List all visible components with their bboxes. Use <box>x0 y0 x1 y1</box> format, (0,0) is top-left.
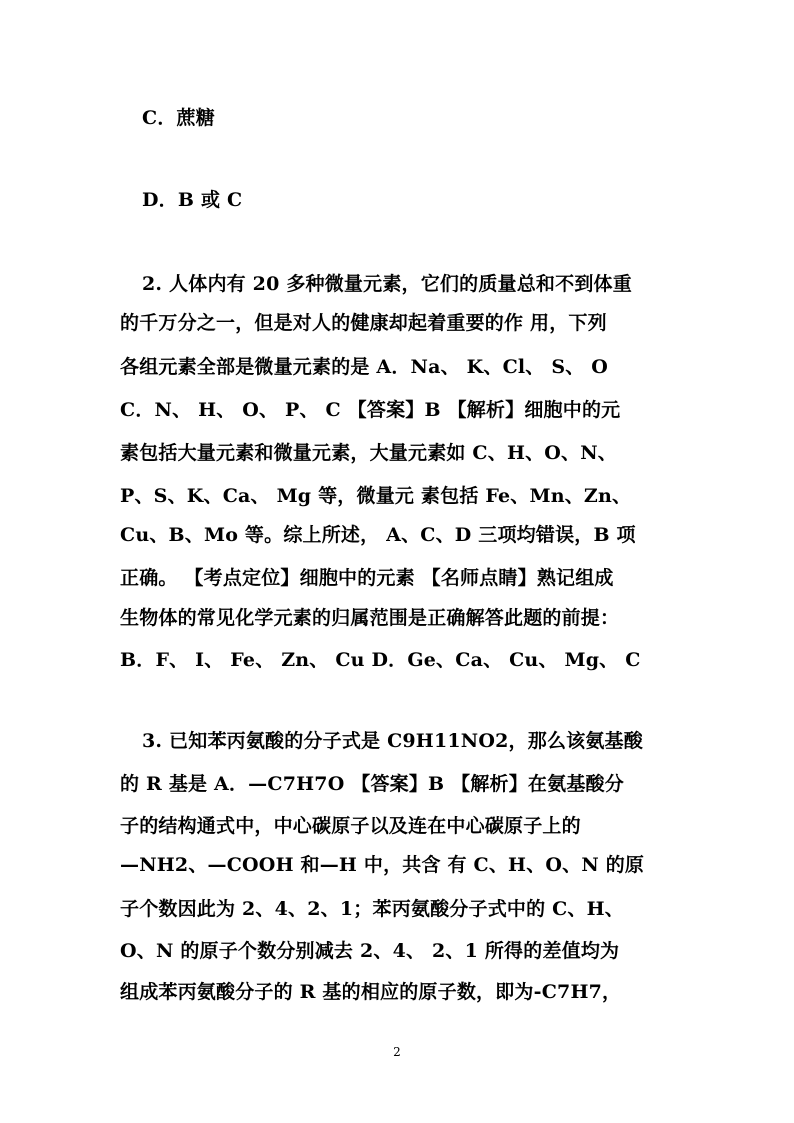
question-2-line: Cu、B、Mo 等。综上所述， A、C、D 三项均错误，B 项 <box>120 524 636 546</box>
option-c: C．蔗糖 <box>142 107 215 129</box>
question-2-line: 2. 人体内有 20 多种微量元素，它们的质量总和不到体重 <box>142 273 632 295</box>
question-3-line: 组成苯丙氨酸分子的 R 基的相应的原子数，即为-C7H7， <box>120 981 622 1003</box>
question-3-line: O、N 的原子个数分别减去 2、4、 2、1 所得的差值均为 <box>120 940 620 962</box>
question-3-line: 3. 已知苯丙氨酸的分子式是 C9H11NO2，那么该氨基酸 <box>142 730 643 752</box>
question-3-line: 的 R 基是 A．—C7H7O 【答案】B 【解析】在氨基酸分 <box>120 773 624 795</box>
question-2-line: 素包括大量元素和微量元素，大量元素如 C、H、O、N、 <box>120 442 618 464</box>
question-3-line: —NH2、—COOH 和—H 中，共含 有 C、H、O、N 的原 <box>120 854 645 876</box>
question-3-line: 子个数因此为 2、4、2、1；苯丙氨酸分子式中的 C、H、 <box>120 898 624 920</box>
page-number: 2 <box>393 1045 401 1059</box>
question-2-line: 的千万分之一，但是对人的健康却起着重要的作 用，下列 <box>120 312 607 334</box>
question-2-line: 正确。 【考点定位】细胞中的元素 【名师点睛】熟记组成 <box>120 567 614 589</box>
question-2-line: 各组元素全部是微量元素的是 A．Na、 K、Cl、 S、 O <box>120 356 609 378</box>
question-2-line: 生物体的常见化学元素的归属范围是正确解答此题的前提： <box>120 607 620 629</box>
question-2-line: C．N、 H、 O、 P、 C 【答案】B 【解析】细胞中的元 <box>120 399 621 421</box>
option-d: D．B 或 C <box>142 189 243 211</box>
question-2-line: P、S、K、Ca、 Mg 等，微量元 素包括 Fe、Mn、Zn、 <box>120 485 632 507</box>
question-3-line: 子的结构通式中，中心碳原子以及连在中心碳原子上的 <box>120 815 581 837</box>
question-2-line: B．F、 I、 Fe、 Zn、 Cu D．Ge、Ca、 Cu、 Mg、 C <box>120 649 641 671</box>
